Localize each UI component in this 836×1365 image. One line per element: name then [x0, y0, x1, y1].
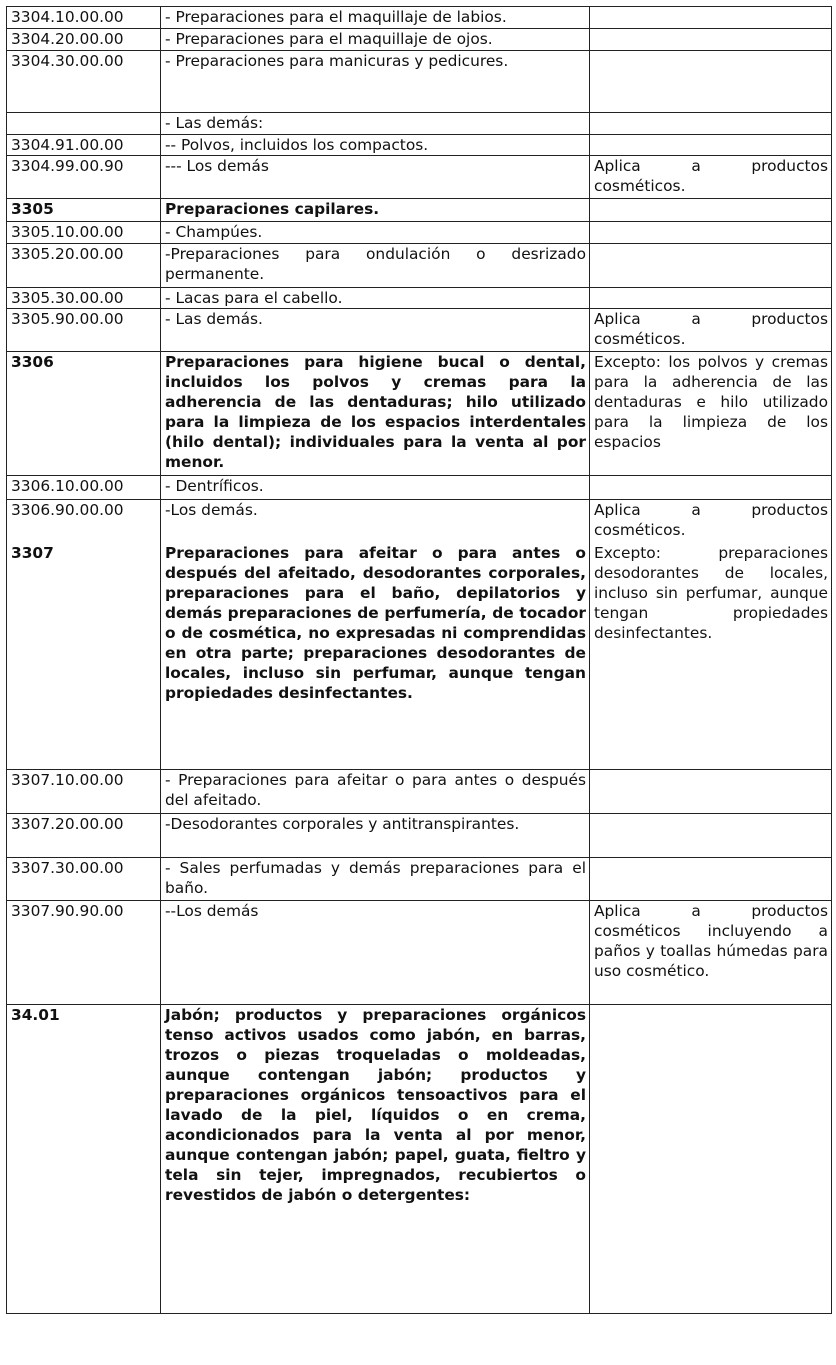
note-cell [590, 476, 832, 500]
note-cell: Aplica a productos cosméticos incluyendo a paños y toallas húmedas para uso cosmético. [590, 901, 832, 1005]
note-cell [590, 135, 832, 156]
note-cell [590, 244, 832, 288]
description-cell: - Preparaciones para el maquillaje de ojos. [161, 29, 590, 51]
description-cell: - Las demás: [161, 113, 590, 135]
tariff-code-cell: 3307.10.00.00 [7, 770, 161, 814]
tariff-code-cell [7, 500, 161, 770]
description-cell: --- Los demás [161, 156, 590, 199]
tariff-code: 3307 [11, 544, 54, 562]
description-cell: Jabón; productos y preparaciones orgánicos tenso activos usados como jabón, en barras, trozos o piezas troqueladas o moldeadas, aunque contengan jabón; productos y preparaciones orgánicos tensoactivos para el lavado de la piel, líquidos o en crema, acondicionados para la venta al por menor, aunque contengan jabón; papel, guata, fieltro y tela sin tejer, impregnados, recubiertos o revestidos de jabón o detergentes: [161, 1005, 590, 1314]
table-row [7, 135, 832, 156]
note-text: Aplica a productos cosméticos. [594, 501, 828, 539]
note-cell [590, 51, 832, 113]
table-row [7, 156, 832, 199]
tariff-code-cell: 3307.20.00.00 [7, 814, 161, 858]
note-cell [590, 7, 832, 29]
note-cell [590, 500, 832, 770]
table-row [7, 1005, 832, 1314]
tariff-code-cell: 34.01 [7, 1005, 161, 1314]
table-row [7, 222, 832, 244]
note-cell: Aplica a productos cosméticos. [590, 156, 832, 199]
table-row [7, 51, 832, 113]
tariff-code-cell: 3304.20.00.00 [7, 29, 161, 51]
note-cell [590, 29, 832, 51]
table-row [7, 113, 832, 135]
note-cell [590, 222, 832, 244]
description-cell: - Dentríficos. [161, 476, 590, 500]
note-cell [590, 1005, 832, 1314]
description-cell: -Desodorantes corporales y antitranspirantes. [161, 814, 590, 858]
table-row [7, 901, 832, 1005]
table-row [7, 500, 832, 770]
description-cell: - Sales perfumadas y demás preparaciones para el baño. [161, 858, 590, 901]
table-row [7, 476, 832, 500]
table-row [7, 244, 832, 288]
tariff-code-cell: 3307.90.90.00 [7, 901, 161, 1005]
description-cell: Preparaciones para higiene bucal o dental, incluidos los polvos y cremas para la adherencia de las dentaduras; hilo utilizado para la limpieza de los espacios interdentales (hilo dental); individuales para la venta al por menor. [161, 352, 590, 476]
note-cell: Excepto: los polvos y cremas para la adherencia de las dentaduras e hilo utilizado para la limpieza de los espacios [590, 352, 832, 476]
table-row [7, 29, 832, 51]
tariff-table [6, 6, 832, 1314]
description-cell: - Las demás. [161, 309, 590, 352]
table-row [7, 858, 832, 901]
tariff-code: 3306.90.00.00 [11, 501, 124, 519]
note-cell [590, 199, 832, 222]
description-text: Preparaciones para afeitar o para antes o después del afeitado, desodorantes corporales, preparaciones para el baño, depilatorios y demás preparaciones de perfumería, de tocador o de cosmética, no expresadas ni comprendidas en otra parte; preparaciones desodorantes de locales, incluso sin perfumar, aunque tengan propiedades desinfectantes. [165, 544, 586, 702]
note-text: Excepto: preparaciones desodorantes de locales, incluso sin perfumar, aunque tengan propiedades desinfectantes. [594, 544, 828, 642]
note-cell [590, 858, 832, 901]
tariff-table-body [7, 7, 832, 1314]
tariff-code-cell: 3307.30.00.00 [7, 858, 161, 901]
note-cell: Aplica a productos cosméticos. [590, 309, 832, 352]
description-cell: -- Polvos, incluidos los compactos. [161, 135, 590, 156]
description-text: -Los demás. [165, 501, 258, 519]
tariff-code-cell: 3304.91.00.00 [7, 135, 161, 156]
tariff-code-cell: 3305.90.00.00 [7, 309, 161, 352]
table-row [7, 199, 832, 222]
description-cell: - Champúes. [161, 222, 590, 244]
note-cell [590, 770, 832, 814]
tariff-code-cell: 3304.10.00.00 [7, 7, 161, 29]
description-cell: - Preparaciones para el maquillaje de labios. [161, 7, 590, 29]
tariff-code-cell: 3305.20.00.00 [7, 244, 161, 288]
tariff-code-cell: 3304.99.00.90 [7, 156, 161, 199]
note-cell [590, 113, 832, 135]
description-cell: - Preparaciones para afeitar o para antes o después del afeitado. [161, 770, 590, 814]
description-cell: --Los demás [161, 901, 590, 1005]
tariff-code-cell [7, 113, 161, 135]
tariff-code-cell: 3305 [7, 199, 161, 222]
table-row [7, 288, 832, 309]
table-row [7, 309, 832, 352]
description-cell: Preparaciones capilares. [161, 199, 590, 222]
tariff-code-cell: 3304.30.00.00 [7, 51, 161, 113]
tariff-code-cell: 3305.10.00.00 [7, 222, 161, 244]
note-cell [590, 288, 832, 309]
description-cell: - Preparaciones para manicuras y pedicures. [161, 51, 590, 113]
note-cell [590, 814, 832, 858]
description-cell [161, 500, 590, 770]
tariff-code-cell: 3306.10.00.00 [7, 476, 161, 500]
table-row [7, 352, 832, 476]
description-cell: -Preparaciones para ondulación o desrizado permanente. [161, 244, 590, 288]
table-row [7, 770, 832, 814]
table-row [7, 7, 832, 29]
tariff-code-cell: 3306 [7, 352, 161, 476]
table-row [7, 814, 832, 858]
description-cell: - Lacas para el cabello. [161, 288, 590, 309]
tariff-code-cell: 3305.30.00.00 [7, 288, 161, 309]
